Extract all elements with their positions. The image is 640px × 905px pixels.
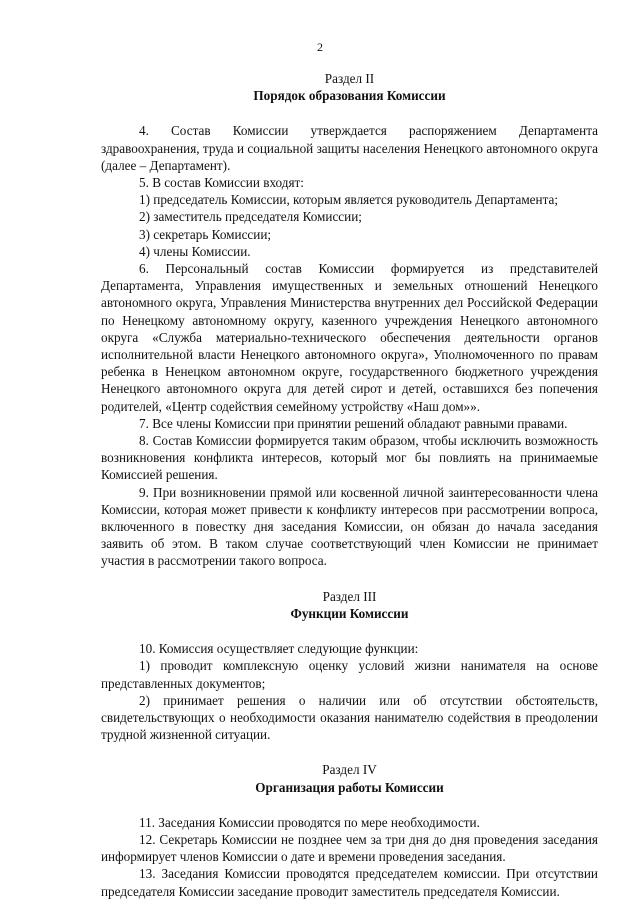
section-body bbox=[101, 814, 598, 900]
section-body bbox=[101, 640, 598, 743]
section-label: Раздел III bbox=[322, 588, 377, 604]
paragraph: 2) принимает решения о наличии или об отсутствии обстоятельств, свидетельствующих о необходимости оказания нанимателю содействия в преодолении трудной жизненной ситуации. bbox=[101, 692, 598, 743]
page-number: 2 bbox=[317, 40, 323, 54]
paragraph: 1) председатель Комиссии, которым является руководитель Департамента; bbox=[139, 192, 559, 208]
section-body bbox=[101, 122, 598, 569]
section-heading bbox=[101, 588, 598, 622]
paragraph: 4) члены Комиссии. bbox=[139, 243, 251, 259]
section-heading bbox=[101, 70, 598, 104]
paragraph: 6. Персональный состав Комиссии формируется из представителей Департамента, Управления имущественных и земельных отношений Ненецкого автономного округа, Управления Министерства внутренних дел Российской Федерации по Ненецкому автономному округу, казенного учреждения Ненецкого автономного округа «Служба материально-технического обеспечения деятельности органов исполнительной власти Ненецкого автономного округа», Уполномоченного по правам ребенка в Ненецком автономном округе, государственного бюджетного учреждения Ненецкого автономного округа для детей сирот и детей, оставшихся без попечения родителей, «Центр содействия семейному устройству «Наш дом»». bbox=[101, 261, 598, 414]
section-label: Раздел II bbox=[324, 71, 375, 86]
paragraph: 1) проводит комплексную оценку условий жизни нанимателя на основе представленных документов; bbox=[101, 658, 598, 691]
paragraph: 4. Состав Комиссии утверждается распоряжением Департамента здравоохранения, труда и социальной защиты населения Ненецкого автономного округа (далее – Департамент). bbox=[101, 123, 598, 173]
paragraph: 11. Заседания Комиссии проводятся по мере необходимости. bbox=[139, 814, 480, 830]
section-heading bbox=[101, 761, 598, 795]
paragraph: 3) секретарь Комиссии; bbox=[139, 226, 272, 242]
paragraph: 7. Все члены Комиссии при принятии решений обладают равными правами. bbox=[139, 415, 568, 431]
paragraph: 2) заместитель председателя Комиссии; bbox=[139, 209, 362, 225]
section-label: Раздел IV bbox=[322, 762, 377, 778]
document-body bbox=[101, 70, 598, 900]
paragraph: 8. Состав Комиссии формируется таким образом, чтобы исключить возможность возникновения конфликта интересов, который мог бы повлиять на принимаемые Комиссией решения. bbox=[101, 433, 598, 483]
paragraph: 5. В состав Комиссии входят: bbox=[139, 175, 304, 191]
paragraph: 9. При возникновении прямой или косвенной личной заинтересованности члена Комиссии, которая может привести к конфликту интересов при рассмотрении вопроса, включенного в повестку дня заседания Комиссии, он обязан до начала заседания заявить об этом. В таком случае соответствующий член Комиссии не принимает участия в рассмотрении такого вопроса. bbox=[101, 484, 598, 569]
paragraph: 10. Комиссия осуществляет следующие функции: bbox=[139, 641, 419, 657]
paragraph: 13. Заседания Комиссии проводятся председателем комиссии. При отсутствии председателя Комиссии заседание проводит заместитель председателя Комиссии. bbox=[101, 866, 598, 899]
section-title: Порядок образования Комиссии bbox=[253, 88, 446, 104]
paragraph: 12. Секретарь Комиссии не позднее чем за три дня до дня проведения заседания информирует членов Комиссии о дате и времени проведения заседания. bbox=[101, 831, 598, 865]
section-title: Функции Комиссии bbox=[290, 605, 409, 621]
section-title: Организация работы Комиссии bbox=[255, 779, 444, 795]
